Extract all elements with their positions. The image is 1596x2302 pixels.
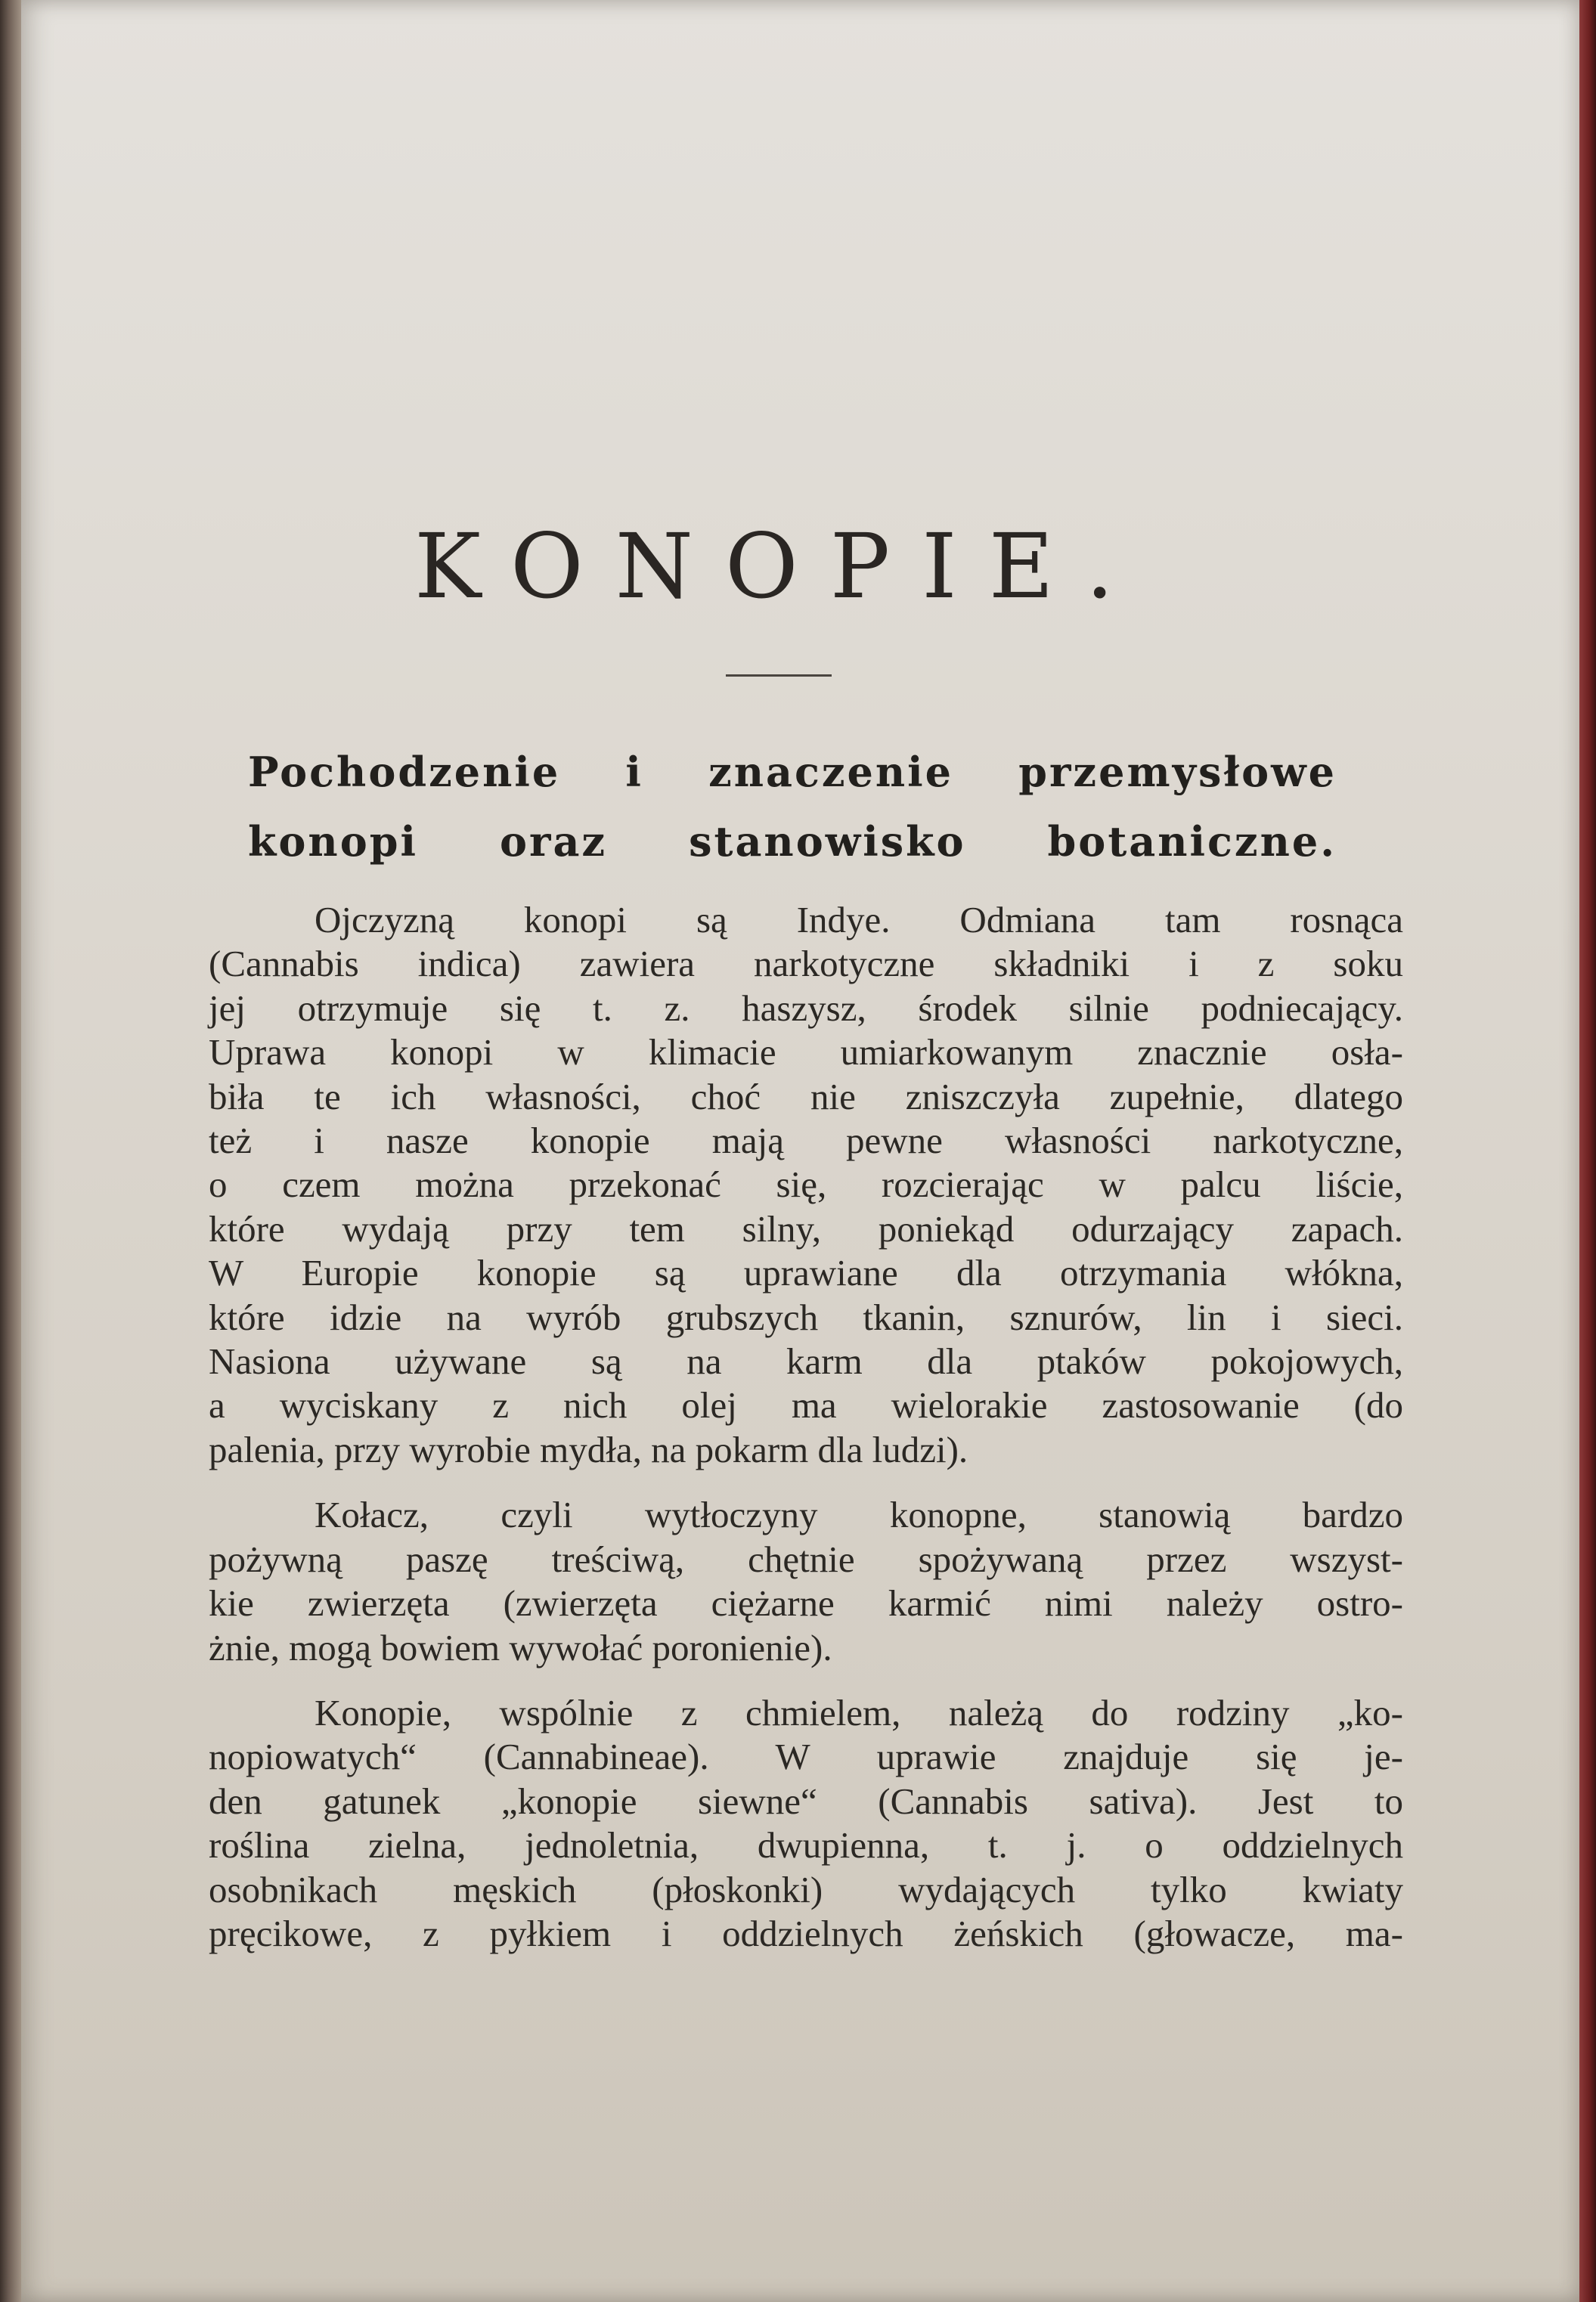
text-line: które wydają przy tem silny, poniekąd odurzający zapach. [209, 1207, 1403, 1250]
section-heading-line: konopi oraz stanowisko botaniczne. [248, 817, 1337, 866]
book-page [21, 0, 1579, 2302]
section-heading-line: Pochodzenie i znaczenie przemysłowe [248, 748, 1337, 796]
text-line: a wyciskany z nich olej ma wielorakie zastosowanie (do [209, 1384, 1403, 1427]
book-spine-edge [0, 0, 23, 2302]
text-line: żnie, mogą bowiem wywołać poronienie). [209, 1626, 832, 1668]
text-line: nopiowatych“ (Cannabineae). W uprawie znajduje się je- [209, 1736, 1403, 1778]
text-line: osobnikach męskich (płoskonki) wydających tylko kwiaty [209, 1868, 1403, 1910]
text-line: Uprawa konopi w klimacie umiarkowanym znacznie osła- [209, 1031, 1403, 1074]
text-line: o czem można przekonać się, rozcierając w palcu liście, [209, 1163, 1403, 1206]
text-line: palenia, przy wyrobie mydła, na pokarm dla ludzi). [209, 1428, 968, 1470]
text-line: Kołacz, czyli wytłoczyny konopne, stanowią bardzo [315, 1494, 1403, 1536]
text-line: den gatunek „konopie siewne“ (Cannabis sativa). Jest to [209, 1780, 1403, 1822]
text-line: które idzie na wyrób grubszych tkanin, sznurów, lin i sieci. [209, 1296, 1403, 1338]
body-text [209, 898, 1403, 1956]
text-line: biła te ich własności, choć nie zniszczyła zupełnie, dlatego [209, 1075, 1403, 1117]
paragraph-cake [209, 1493, 1403, 1670]
text-line: pożywną paszę treściwą, chętnie spożywaną przez wszyst- [209, 1538, 1403, 1580]
text-line: Ojczyzną konopi są Indye. Odmiana tam rosnąca [315, 899, 1403, 940]
text-line: pręcikowe, z pyłkiem i oddzielnych żeńskich (głowacze, ma- [209, 1912, 1403, 1954]
text-line: też i nasze konopie mają pewne własności narkotyczne, [209, 1120, 1403, 1162]
paragraph-gap [209, 1670, 1403, 1691]
page-title: KONOPIE. [414, 514, 1146, 618]
paragraph-botany [209, 1691, 1403, 1956]
title-divider [726, 674, 832, 677]
text-line: Konopie, wspólnie z chmielem, należą do rodziny „ko- [315, 1691, 1403, 1733]
paragraph-origin [209, 898, 1403, 1472]
text-line: Nasiona używane są na karm dla ptaków pokojowych, [209, 1340, 1403, 1383]
text-line: (Cannabis indica) zawiera narkotyczne składniki i z soku [209, 943, 1403, 985]
paragraph-gap [209, 1472, 1403, 1493]
text-line: jej otrzymuje się t. z. haszysz, środek silnie podniecający. [209, 987, 1403, 1029]
text-line: roślina zielna, jednoletnia, dwupienna, t. j. o oddzielnych [209, 1824, 1403, 1867]
book-cover-edge [1579, 0, 1596, 2302]
text-line: kie zwierzęta (zwierzęta ciężarne karmić nimi należy ostro- [209, 1582, 1403, 1625]
text-line: W Europie konopie są uprawiane dla otrzymania włókna, [209, 1252, 1403, 1294]
section-heading [248, 737, 1337, 876]
